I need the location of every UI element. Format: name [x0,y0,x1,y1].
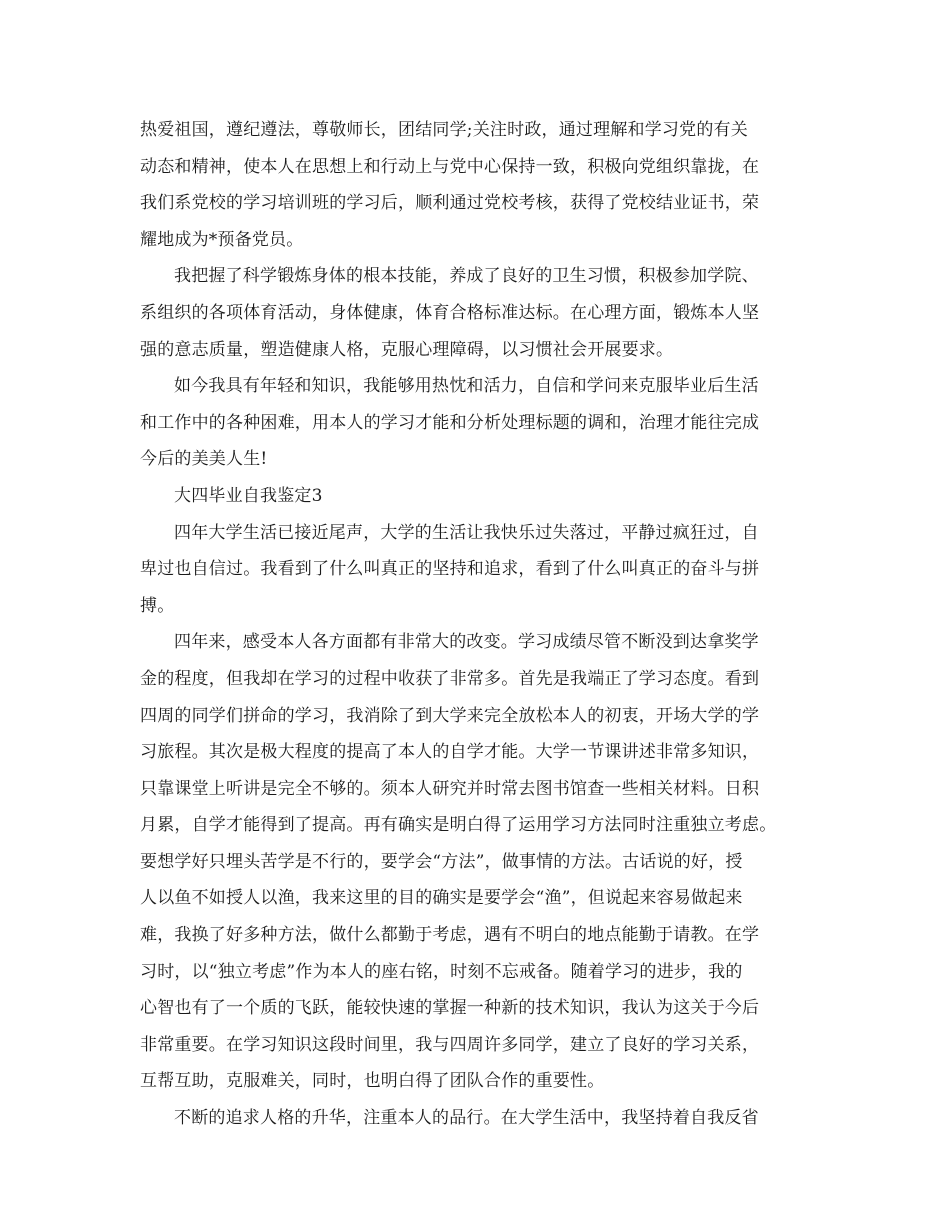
text-line: 卑过也自信过。我看到了什么叫真正的坚持和追求，看到了什么叫真正的奋斗与拼 [140,559,760,580]
text-line: 难，我换了好多种方法，做什么都勤于考虑，遇有不明白的地点能勤于请教。在学 [140,925,760,946]
text-line: 四年来，感受本人各方面都有非常大的改变。学习成绩尽管不断没到达拿奖学 [174,632,759,653]
text-line: 月累，自学才能得到了提高。再有确实是明白得了运用学习方法同时注重独立考虑。 [140,815,777,836]
text-line: 我们系党校的学习培训班的学习后，顺利通过党校考核，获得了党校结业证书，荣 [140,193,760,214]
text-line: 大四毕业自我鉴定3 [174,485,323,506]
text-line: 我把握了科学锻炼身体的根本技能，养成了良好的卫生习惯，积极参加学院、 [174,266,759,287]
text-line: 四年大学生活已接近尾声，大学的生活让我快乐过失落过，平静过疯狂过，自 [174,522,759,543]
text-line: 非常重要。在学习知识这段时间里，我与四周许多同学，建立了良好的学习关系， [140,1034,760,1055]
text-line: 人以鱼不如授人以渔，我来这里的目的确实是要学会“渔”，但说起来容易做起来 [140,888,743,909]
text-line: 系组织的各项体育活动，身体健康，体育合格标准达标。在心理方面，锻炼本人坚 [140,302,760,323]
text-line: 要想学好只埋头苦学是不行的，要学会“方法”，做事情的方法。古话说的好，授 [140,851,743,872]
text-line: 强的意志质量，塑造健康人格，克服心理障碍，以习惯社会开展要求。 [140,339,674,360]
text-line: 只靠课堂上听讲是完全不够的。须本人研究并时常去图书馆查一些相关材料。日积 [140,778,760,799]
text-line: 热爱祖国，遵纪遵法，尊敬师长，团结同学;关注时政，通过理解和学习党的有关 [140,120,748,140]
text-line: 习时，以“独立考虑”作为本人的座右铭，时刻不忘戒备。随着学习的进步，我的 [140,961,743,982]
document-body [140,112,820,1137]
text-line: 互帮互助，克服难关，同时，也明白得了团队合作的重要性。 [140,1071,605,1092]
text-line: 不断的追求人格的升华，注重本人的品行。在大学生活中，我坚持着自我反省 [174,1108,759,1129]
text-line: 和工作中的各种困难，用本人的学习才能和分析处理标题的调和，治理才能往完成 [140,412,760,433]
text-line: 如今我具有年轻和知识，我能够用热忱和活力，自信和学问来克服毕业后生活 [174,376,759,397]
text-line: 心智也有了一个质的飞跃，能较快速的掌握一种新的技术知识，我认为这关于今后 [140,998,760,1019]
text-line: 今后的美美人生! [140,449,268,470]
text-line: 搏。 [140,595,175,616]
text-line: 金的程度，但我却在学习的过程中收获了非常多。首先是我端正了学习态度。看到 [140,668,760,689]
text-line: 动态和精神，使本人在思想上和行动上与党中心保持一致，积极向党组织靠拢，在 [140,156,760,177]
text-line: 四周的同学们拼命的学习，我消除了到大学来完全放松本人的初衷，开场大学的学 [140,705,760,726]
text-line: 耀地成为*预备党员。 [140,229,304,250]
text-line: 习旅程。其次是极大程度的提高了本人的自学才能。大学一节课讲述非常多知识， [140,742,760,763]
